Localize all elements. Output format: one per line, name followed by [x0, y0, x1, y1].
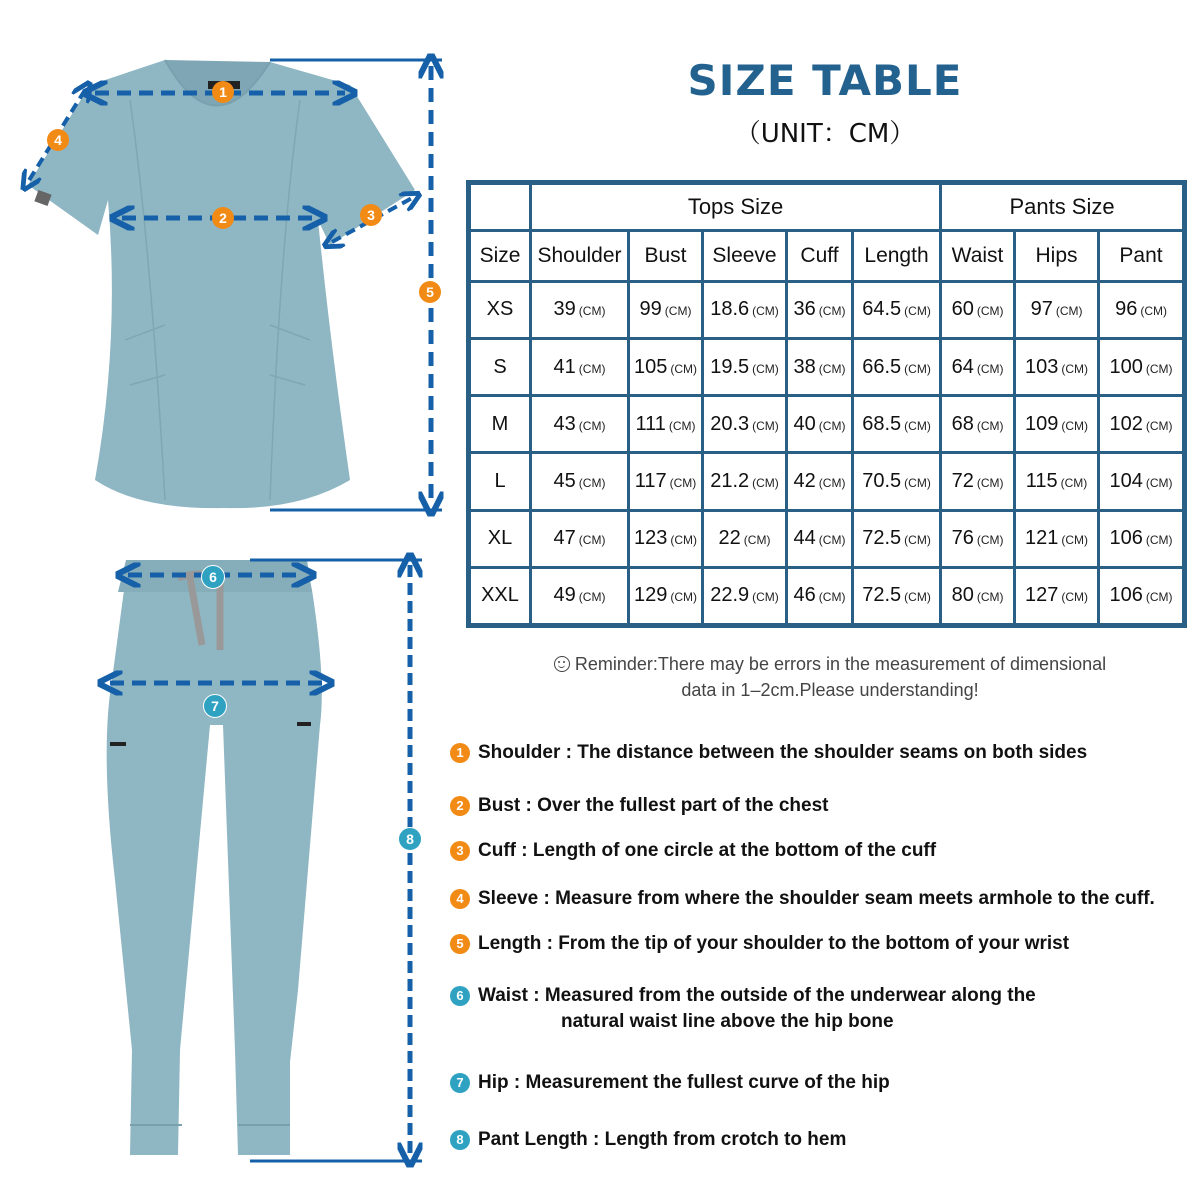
measurement-value: 60: [951, 298, 974, 321]
measurement-value: 38: [793, 355, 816, 378]
table-row: [469, 281, 1185, 338]
measurement-value: 68.5: [862, 412, 902, 435]
measurement-cell: [853, 281, 941, 338]
definition-text: Hip : Measurement the fullest curve of the hip: [478, 1072, 890, 1093]
size-cell: XS: [469, 281, 531, 338]
measurement-value: 39: [553, 298, 576, 321]
unit-suffix: (CM): [664, 304, 692, 319]
scrub-pants-diagram: [90, 550, 440, 1170]
measurement-value: 72.5: [862, 527, 902, 550]
measurement-value: 21.2: [710, 469, 750, 492]
measurement-cell: [531, 510, 629, 567]
size-cell: S: [469, 338, 531, 395]
measurement-cell: [531, 338, 629, 395]
unit-label: （UNIT：CM）: [734, 119, 916, 149]
measurement-value: 121: [1025, 527, 1059, 550]
unit-suffix: (CM): [976, 533, 1004, 548]
empty-corner-cell: [469, 183, 531, 231]
col-header-waist: Waist: [941, 230, 1015, 281]
unit-suffix: (CM): [818, 304, 846, 319]
unit-suffix: (CM): [976, 361, 1004, 376]
unit-suffix: (CM): [578, 361, 606, 376]
unit-suffix: (CM): [670, 361, 698, 376]
table-row: [469, 567, 1185, 625]
reminder-line-1: Reminder:There may be errors in the measurement of dimensional: [574, 654, 1107, 674]
definition-text: Bust : Over the fullest part of the chest: [478, 795, 829, 816]
measurement-value: 76: [951, 527, 974, 550]
unit-suffix: (CM): [818, 533, 846, 548]
unit-suffix: (CM): [1060, 475, 1088, 490]
table-row: [469, 510, 1185, 567]
measurement-value: 100: [1109, 355, 1143, 378]
measurement-value: 99: [639, 298, 662, 321]
scrub-top-diagram: [0, 40, 460, 520]
col-header-length: Length: [853, 230, 941, 281]
unit-suffix: (CM): [578, 590, 606, 605]
measurement-value: 115: [1025, 469, 1058, 492]
definition-text: Shoulder : The distance between the shoulder seams on both sides: [478, 742, 1088, 763]
group-header-row: [469, 183, 1185, 231]
measurement-cell: [1099, 281, 1185, 338]
unit-suffix: (CM): [668, 418, 696, 433]
measurement-cell: [629, 281, 703, 338]
measurement-value: 20.3: [710, 412, 750, 435]
unit-suffix: (CM): [1145, 533, 1173, 548]
unit-suffix: (CM): [578, 533, 606, 548]
unit-suffix: (CM): [578, 418, 606, 433]
unit-suffix: (CM): [818, 590, 846, 605]
measurement-value: 129: [633, 584, 668, 607]
unit-suffix: (CM): [818, 475, 846, 490]
table-row: [469, 396, 1185, 453]
unit-suffix: (CM): [752, 475, 779, 490]
measurement-cell: [629, 567, 703, 625]
measurement-cell: [531, 396, 629, 453]
measurement-cell: [703, 453, 787, 510]
unit-suffix: (CM): [1061, 533, 1089, 548]
measurement-cell: [941, 396, 1015, 453]
measurement-cell: [629, 338, 703, 395]
measurement-cell: [1015, 338, 1099, 395]
unit-suffix: (CM): [670, 590, 698, 605]
unit-suffix: (CM): [976, 590, 1004, 605]
measurement-cell: [853, 510, 941, 567]
col-header-size: Size: [469, 230, 531, 281]
measurement-value: 49: [553, 584, 576, 607]
measurement-value: 42: [793, 469, 816, 492]
unit-suffix: (CM): [976, 475, 1004, 490]
measurement-cell: [941, 510, 1015, 567]
measurement-cell: [703, 510, 787, 567]
measurement-value: 106: [1109, 527, 1143, 550]
unit-suffix: (CM): [904, 590, 931, 605]
measurement-cell: [703, 338, 787, 395]
definition-pant-length: [450, 1127, 1200, 1153]
unit-suffix: (CM): [669, 475, 697, 490]
definition-text: Length : From the tip of your shoulder to the bottom of your wrist: [478, 933, 1070, 954]
measurement-value: 106: [1109, 584, 1143, 607]
measurement-value: 127: [1025, 584, 1059, 607]
unit-suffix: (CM): [1140, 304, 1167, 319]
measurement-value: 64.5: [862, 298, 902, 321]
measurement-cell: [787, 338, 853, 395]
measurement-cell: [1099, 453, 1185, 510]
measurement-cell: [853, 338, 941, 395]
col-header-bust: Bust: [629, 230, 703, 281]
unit-suffix: (CM): [752, 418, 779, 433]
measurement-cell: [787, 567, 853, 625]
measurement-value: 72: [951, 469, 974, 492]
scrub-pants-shape: [107, 560, 322, 1155]
unit-suffix: (CM): [743, 533, 771, 548]
definition-text-continued: natural waist line above the hip bone: [561, 1011, 894, 1032]
marker-2-badge: 2: [212, 207, 234, 229]
measurement-cell: [1015, 396, 1099, 453]
unit-suffix: (CM): [904, 475, 931, 490]
measurement-cell: [703, 567, 787, 625]
unit-suffix: (CM): [1061, 418, 1089, 433]
definition-bust: [450, 793, 1200, 819]
col-header-hips: Hips: [1015, 230, 1099, 281]
page-title: SIZE TABLE: [687, 56, 963, 105]
definition-length: [450, 931, 1200, 957]
marker-8-badge: 8: [398, 827, 422, 851]
marker-3-badge: 3: [360, 204, 382, 226]
measurement-cell: [703, 281, 787, 338]
unit-suffix: (CM): [1055, 304, 1083, 319]
marker-7-badge: 7: [203, 694, 227, 718]
measurement-cell: [853, 567, 941, 625]
scrub-top-shape: [28, 60, 415, 508]
measurement-value: 47: [553, 527, 576, 550]
definition-text: Pant Length : Length from crotch to hem: [478, 1129, 847, 1150]
unit-suffix: (CM): [1145, 475, 1173, 490]
marker-5-badge: 5: [419, 281, 441, 303]
unit-suffix: (CM): [670, 533, 698, 548]
marker-6-badge: 6: [201, 565, 225, 589]
unit-suffix: (CM): [904, 418, 931, 433]
measurement-value: 70.5: [862, 469, 902, 492]
measurement-cell: [1015, 453, 1099, 510]
table-row: [469, 453, 1185, 510]
measurement-value: 105: [633, 355, 668, 378]
measurement-cell: [941, 567, 1015, 625]
measurement-value: 44: [793, 527, 816, 550]
smiley-icon: [554, 656, 570, 672]
unit-suffix: (CM): [976, 418, 1004, 433]
number-8-badge: 8: [450, 1130, 470, 1150]
unit-suffix: (CM): [578, 304, 606, 319]
col-header-sleeve: Sleeve: [703, 230, 787, 281]
measurement-value: 36: [793, 298, 816, 321]
reminder-line-2: data in 1–2cm.Please understanding!: [681, 680, 979, 700]
measurement-cell: [1015, 281, 1099, 338]
marker-4-badge: 4: [47, 129, 69, 151]
unit-suffix: (CM): [1145, 361, 1173, 376]
measurement-cell: [787, 281, 853, 338]
unit-suffix: (CM): [752, 304, 779, 319]
unit-suffix: (CM): [1061, 590, 1089, 605]
definition-text: Waist : Measured from the outside of the underwear along the: [478, 985, 1036, 1006]
size-cell: XXL: [469, 567, 531, 625]
measurement-cell: [787, 396, 853, 453]
pants-size-header: Pants Size: [941, 183, 1185, 231]
measurement-cell: [787, 453, 853, 510]
marker-1-badge: 1: [212, 81, 234, 103]
number-6-badge: 6: [450, 986, 470, 1006]
measurement-value: 80: [951, 584, 974, 607]
measurement-cell: [941, 281, 1015, 338]
measurement-value: 103: [1025, 355, 1059, 378]
measurement-value: 18.6: [710, 298, 750, 321]
measurement-cell: [941, 338, 1015, 395]
measurement-value: 22.9: [710, 584, 750, 607]
col-header-cuff: Cuff: [787, 230, 853, 281]
unit-suffix: (CM): [818, 361, 846, 376]
measurement-value: 45: [553, 469, 576, 492]
measurement-value: 22: [718, 527, 741, 550]
measurement-cell: [629, 396, 703, 453]
number-2-badge: 2: [450, 796, 470, 816]
measurement-value: 123: [633, 527, 668, 550]
definition-shoulder: [450, 740, 1200, 766]
unit-suffix: (CM): [578, 475, 606, 490]
unit-suffix: (CM): [1145, 590, 1173, 605]
measurement-value: 41: [553, 355, 576, 378]
measurement-value: 97: [1030, 298, 1053, 321]
definition-cuff: [450, 838, 1200, 864]
unit-suffix: (CM): [752, 590, 779, 605]
tops-size-header: Tops Size: [531, 183, 941, 231]
measurement-cell: [629, 510, 703, 567]
size-cell: XL: [469, 510, 531, 567]
number-1-badge: 1: [450, 743, 470, 763]
unit-suffix: (CM): [904, 361, 931, 376]
number-3-badge: 3: [450, 841, 470, 861]
measurement-cell: [629, 453, 703, 510]
number-7-badge: 7: [450, 1073, 470, 1093]
table-row: [469, 338, 1185, 395]
measurement-cell: [787, 510, 853, 567]
measurement-cell: [1099, 567, 1185, 625]
measurement-value: 102: [1109, 412, 1143, 435]
unit-suffix: (CM): [1061, 361, 1089, 376]
column-header-row: [469, 230, 1185, 281]
measurement-value: 104: [1109, 469, 1143, 492]
number-5-badge: 5: [450, 934, 470, 954]
measurement-value: 40: [793, 412, 816, 435]
measurement-cell: [853, 453, 941, 510]
measurement-cell: [941, 453, 1015, 510]
unit-suffix: (CM): [904, 533, 931, 548]
measurement-value: 72.5: [862, 584, 902, 607]
measurement-value: 111: [635, 412, 666, 435]
measurement-value: 46: [793, 584, 816, 607]
definition-text: Sleeve : Measure from where the shoulder seam meets armhole to the cuff.: [478, 888, 1155, 909]
measurement-cell: [1099, 396, 1185, 453]
measurement-value: 19.5: [710, 355, 750, 378]
measurement-cell: [1015, 510, 1099, 567]
measurement-value: 109: [1025, 412, 1059, 435]
definition-text: Cuff : Length of one circle at the bottom of the cuff: [478, 840, 937, 861]
measurement-cell: [1099, 338, 1185, 395]
measurement-cell: [1015, 567, 1099, 625]
measurement-cell: [531, 453, 629, 510]
col-header-shoulder: Shoulder: [531, 230, 629, 281]
measurement-cell: [853, 396, 941, 453]
col-header-pant: Pant: [1099, 230, 1185, 281]
size-table: [466, 180, 1187, 628]
measurement-cell: [531, 567, 629, 625]
measurement-cell: [1099, 510, 1185, 567]
measurement-cell: [531, 281, 629, 338]
unit-suffix: (CM): [752, 361, 779, 376]
unit-suffix: (CM): [976, 304, 1004, 319]
unit-suffix: (CM): [818, 418, 846, 433]
measurement-value: 66.5: [862, 355, 902, 378]
measurement-cell: [703, 396, 787, 453]
measurement-value: 117: [634, 469, 667, 492]
definition-sleeve: [450, 886, 1200, 912]
measurement-value: 96: [1115, 298, 1138, 321]
measurement-value: 64: [951, 355, 974, 378]
unit-suffix: (CM): [1145, 418, 1173, 433]
measurement-value: 43: [553, 412, 576, 435]
reminder-note: [490, 651, 1170, 703]
size-cell: M: [469, 396, 531, 453]
definition-waist: [450, 983, 1200, 1035]
size-cell: L: [469, 453, 531, 510]
measurement-value: 68: [951, 412, 974, 435]
number-4-badge: 4: [450, 889, 470, 909]
definition-hip: [450, 1070, 1200, 1096]
unit-suffix: (CM): [904, 304, 931, 319]
